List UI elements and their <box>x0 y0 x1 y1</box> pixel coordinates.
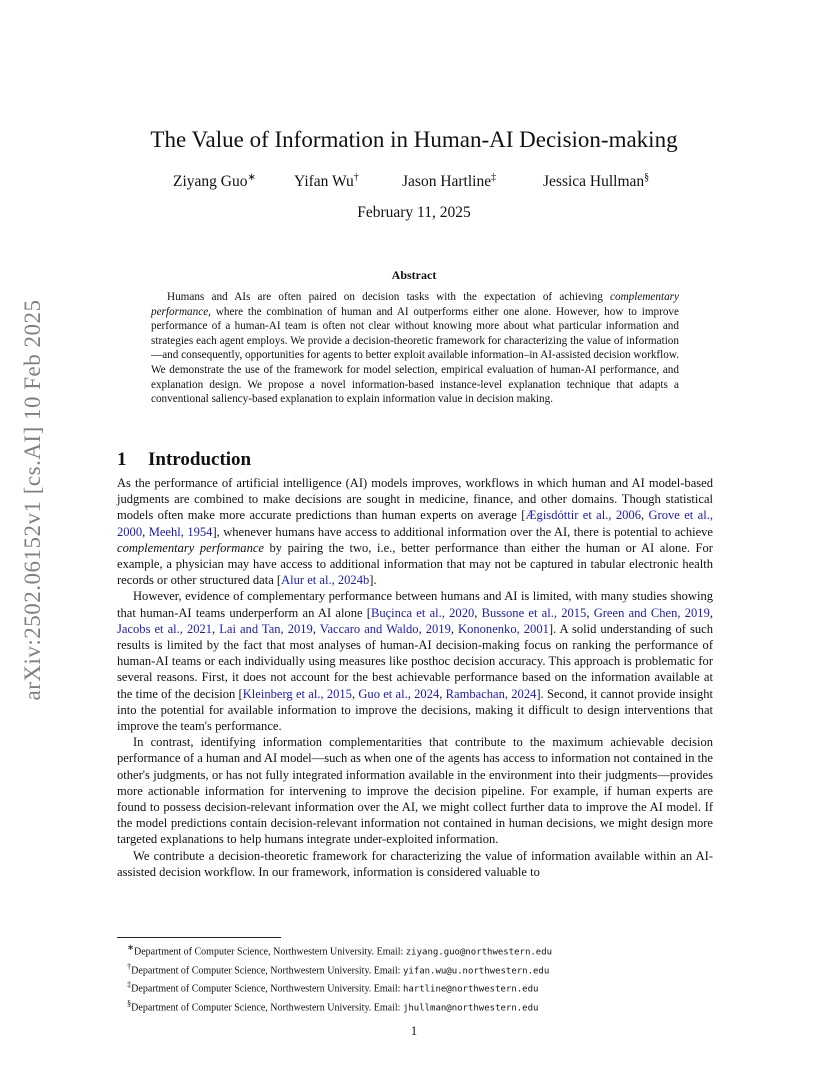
citation-link[interactable]: Kleinberg et al., 2015 <box>242 686 352 701</box>
paragraph: We contribute a decision-theoretic framework for characterizing the value of information available within an AI-assisted decision workflow. In our framework, information is considered valuable to <box>117 848 713 879</box>
email-address: jhullman@northwestern.edu <box>402 1003 539 1014</box>
arxiv-identifier-stamp: arXiv:2502.06152v1 [cs.AI] 10 Feb 2025 <box>20 299 45 701</box>
paragraph: In contrast, identifying information complementarities that contribute to the maximum achievable decision performance of a human and AI model—such as when one of the agents has access to information not contained in the other's judgments, or has not fully integrated information available in the environment into their judgments—provides more actionable information for intervening to improve the decision pipeline. For example, if human experts are found to possess decision-relevant information over the AI, we might collect further data to improve the AI model. If the model predictions contain decision-relevant information not contained in human decisions, we might design more targeted explanations to help humans integrate under-exploited information. <box>117 735 713 847</box>
abstract-heading: Abstract <box>391 268 437 282</box>
citation-link[interactable]: Ægisdóttir et al., 2006 <box>525 508 641 523</box>
footnote: †Department of Computer Science, Northwestern University. Email: yifan.wu@u.northwestern.edu <box>127 961 550 977</box>
email-address: hartline@northwestern.edu <box>402 984 539 995</box>
publication-date: February 11, 2025 <box>357 204 471 221</box>
author-name: Jessica Hullman§ <box>543 172 650 191</box>
abstract-text: Humans and AIs are often paired on decision tasks with the expectation of achieving complementary performance, where the combination of human and AI outperforms either one alone. However, how to improve performance of a human-AI team is often not clear without knowing more about what particular information and strategies each agent employs. We provide a decision-theoretic framework for characterizing the value of information—and consequently, opportunities for agents to better exploit available information–in AI-assisted decision workflow. We demonstrate the use of the framework for model selection, empirical evaluation of human-AI performance, and explanation design. We propose a novel information-based instance-level explanation technique that adapts a conventional saliency-based explanation to explain information value in decision making. <box>151 291 679 406</box>
author-name: Ziyang Guo∗ <box>173 172 256 191</box>
citation-link[interactable]: Jacobs et al., 2021 <box>117 621 213 636</box>
paragraph: As the performance of artificial intelligence (AI) models improves, workflows in which human and AI model-based judgments are combined to make decisions are sought in medicine, finance, and other domains. Though statistical models often make more accurate predictions than human experts on average [Ægisdóttir et al., 2006, Grove et al., 2000, Meehl, 1954], whenever humans have access to additional information over the AI, there is potential to achieve complementary performance by pairing the two, i.e., better performance than either the human or AI alone. For example, a physician may have access to additional information that may not be captured in tabular electronic health records or other structured data [Alur et al., 2024b]. <box>117 476 714 588</box>
citation-link[interactable]: Guo et al., 2024 <box>358 686 440 701</box>
paper-title: The Value of Information in Human-AI Decision-making <box>150 127 678 152</box>
page-number: 1 <box>410 1024 418 1038</box>
citation-link[interactable]: Meehl, 1954 <box>148 524 213 539</box>
body-text <box>117 475 713 880</box>
footnote: ∗Department of Computer Science, Northwestern University. Email: ziyang.guo@northwestern.edu <box>127 943 553 958</box>
footnote: ‡Department of Computer Science, Northwestern University. Email: hartline@northwestern.edu <box>127 980 539 995</box>
section-heading: 1 Introduction <box>117 449 252 470</box>
footnotes <box>127 941 717 1016</box>
citation-link[interactable]: Kononenko, 2001 <box>458 621 549 636</box>
author-name: Jason Hartline‡ <box>402 172 497 191</box>
footnote-rule <box>117 937 281 938</box>
email-address: yifan.wu@u.northwestern.edu <box>402 966 550 977</box>
citation-link[interactable]: Rambachan, 2024 <box>445 686 537 701</box>
citation-link[interactable]: Buçinca et al., 2020 <box>370 605 475 620</box>
paragraph: However, evidence of complementary performance between humans and AI is limited, with many studies showing that human-AI teams underperform an AI alone [Buçinca et al., 2020, Bussone et al., 2015, Green and Chen, 2019, Jacobs et al., 2021, Lai and Tan, 2019, Vaccaro and Waldo, 2019, Kononenko, 2001]. A solid understanding of such results is limited by the fact that most analyses of human-AI decision-making focus on ranking the performance of human-AI teams or each individually using measures like posthoc decision accuracy. This approach is problematic for several reasons. First, it does not account for the best achievable performance based on the information available at the time of the decision [Kleinberg et al., 2015, Guo et al., 2024, Rambachan, 2024]. Second, it cannot provide insight into the potential for available information to improve the decisions, making it difficult to design interventions that improve the team's performance. <box>117 589 713 734</box>
citation-link[interactable]: Bussone et al., 2015 <box>481 605 587 620</box>
citation-link[interactable]: Alur et al., 2024b <box>281 573 370 588</box>
email-address: ziyang.guo@northwestern.edu <box>405 947 553 958</box>
citation-link[interactable]: Vaccaro and Waldo, 2019 <box>319 621 451 636</box>
citation-link[interactable]: Grove et al., 2000 <box>117 508 713 539</box>
footnote: §Department of Computer Science, Northwestern University. Email: jhullman@northwestern.edu <box>127 999 539 1014</box>
author-name: Yifan Wu† <box>294 172 359 191</box>
citation-link[interactable]: Green and Chen, 2019 <box>593 605 710 620</box>
citation-link[interactable]: Lai and Tan, 2019 <box>219 621 313 636</box>
